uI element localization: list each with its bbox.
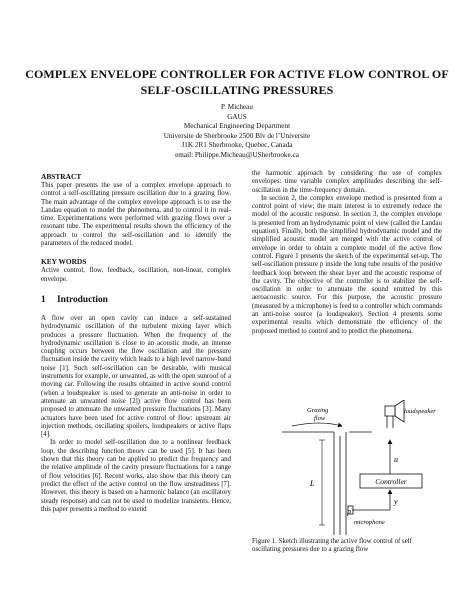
section-number: 1 — [41, 294, 46, 305]
author-name: P. Micheau — [221, 103, 253, 111]
controller-label: Controller — [375, 477, 407, 486]
intro-paragraph-2: In order to model self-oscillation due to a nonlinear feedback loop, the describing function theory can be used [5]. It has been shown that this theory can be applied to predict the frequency and the relative amplitude of the cavity pressure fluctuations for a range of flow velocities [6]. Recent works, also show that this theory can predict the effect of the active control on the flow unsteadiness [7]. However, this theory is based on a harmonic balance (an oscillatory steady response) and can not be used to modelize transients. Hence, this paper presents a method to extend — [41, 439, 231, 513]
right-paragraph-1: the harmonic approach by considering the use of complex envelopes: time variable complex amplitudes describing the self-oscillation in the time-frequency domain. — [252, 170, 442, 194]
paper-title — [20, 66, 454, 98]
abstract-text: This paper presents the use of a complex envelope approach to control a self-oscillating pressure oscillation due to a grazing flow. The main advantage of the complex envelope approach is to use the Landau equation to model the phenomena, and to control it in real-time. Experimentations were performed with grazing flows over a resonant tube. The experimental results shown the efficiency of the approach to control the self-oscillation and to identify the parameters of the reduced model. — [41, 182, 231, 248]
loudspeaker-label: loudspeaker — [404, 408, 436, 415]
microphone-label: microphone — [354, 519, 385, 526]
figure-caption: Figure 1. Sketch illustrating the active flow control of self oscillating pressures due to a grazing flow — [252, 538, 412, 554]
author-department: Mechanical Engineering Department — [183, 122, 291, 131]
section-title: Introduction — [57, 294, 108, 305]
title-line-1: COMPLEX ENVELOPE CONTROLLER FOR ACTIVE FLOW CONTROL OF — [25, 67, 449, 81]
keywords-heading: KEY WORDS — [41, 257, 87, 267]
loudspeaker-icon — [385, 406, 395, 416]
length-label: L — [310, 479, 315, 488]
intro-paragraph-1: A flow over an open cavity can induce a self-sustained hydrodynamic oscillation of the turbulent mixing layer which produces a pressure fluctuation. When the frequency of the hydrodynamic oscillation is close to an acoustic mode, an intense coupling occurs between the flow oscillation and the pressure fluctuation inside the cavity which leads to a high level narrow-band noise [1]. Such self-oscillation can be desirable, with musical instruments for example, or unwanted, as with the open sunroof of a moving car. Following the results obtained in active sound control (when a loudspeaker is used to generate an anti-noise in order to attenuate an unwanted noise [2]) active flow control has been proposed to attenuate the unwanted pressure fluctuations [3]. Many actuators have been used for active control of flow: upstream air injection methods, oscillating spoilers, loudspeakers or active flaps [4]. — [41, 314, 231, 439]
setup-sketch — [252, 400, 442, 535]
figure-1 — [252, 400, 442, 535]
right-column — [252, 170, 442, 336]
author-block — [20, 103, 454, 161]
abstract-heading: ABSTRACT — [41, 172, 82, 181]
keywords-text: Active control, flow, feedback, oscillation, non-linear, complex envelope. — [41, 267, 231, 283]
author-address: J1K 2R1 Sherbrooke, Quebec, Canada — [181, 141, 293, 150]
author-lab: GAUS — [227, 112, 247, 121]
flow-arrow — [292, 423, 342, 426]
grazing-label-1: Grazing — [307, 407, 329, 414]
control-signal-label: u — [394, 455, 398, 464]
right-paragraph-2: In section 2, the complex envelope method is presented from a control point of view; the main interest is to extremely reduce the model of the acoustic response. In section 3, the complex envelope is presented from an hydrodynamic point of view (called the Landau equation). Finally, both the simplified hydrodynamic model and the simplified acoustic model are merged with the active control of envelope in order to obtain a complete model of the active flow control. Figure 1 presents the sketch of the experimental set-up. The self-oscillation pressure p inside the long tube results of the positive feedback loop between the shear layer and the acoustic response of the cavity. The objective of the controller is to stabilize the self-oscillation in order to attenuate the sound emitted by this aeroacoustic source. For this purpose, the acoustic pressure (measured by a microphone) is feed to a controller which commands an anti-noise source (a loudspeaker). Section 4 presents some experimental results which demonstrate the efficiency of the proposed method to control and to predict the phenomena. — [252, 194, 442, 335]
section-heading-introduction — [41, 294, 231, 306]
author-university: Universite de Sherbrooke 2500 Blv de l’Universite — [163, 131, 311, 140]
author-email: email: Philippe.Micheau@USherbrooke.ca — [175, 150, 299, 159]
left-column — [41, 172, 231, 514]
measurement-label: y — [394, 497, 398, 506]
title-line-2: SELF-OSCILLATING PRESSURES — [140, 83, 334, 97]
pressure-label: p — [347, 507, 351, 516]
grazing-label-2: flow — [314, 415, 326, 422]
